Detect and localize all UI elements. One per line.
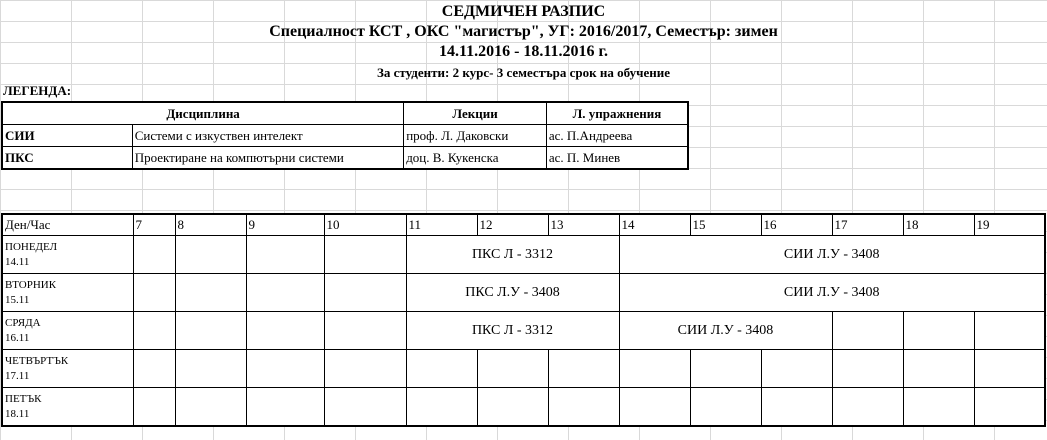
empty-slot [903, 388, 974, 427]
empty-slot [548, 350, 619, 388]
legend-abbr: ПКС [2, 147, 132, 170]
day-date: 14.11 [5, 255, 30, 268]
legend-lecturer: доц. В. Кукенска [404, 147, 547, 170]
legend-col-lectures: Лекции [404, 102, 547, 125]
day-name: ПОНЕДЕЛ [5, 240, 58, 253]
hour-header-19: 19 [974, 214, 1045, 236]
date-range: 14.11.2016 - 18.11.2016 г. [438, 43, 609, 60]
legend-label: ЛЕГЕНДА: [3, 83, 72, 98]
day-name: СРЯДА [5, 316, 41, 329]
day-row [2, 236, 1045, 274]
hour-header-7: 7 [133, 214, 175, 236]
legend-discipline: Системи с изкуствен интелект [132, 125, 404, 147]
day-row [2, 312, 1045, 350]
legend-table [1, 101, 689, 170]
hour-header-18: 18 [903, 214, 974, 236]
empty-slot [324, 274, 406, 312]
day-row [2, 388, 1045, 427]
empty-slot [175, 312, 246, 350]
empty-slot [133, 236, 175, 274]
empty-slot [974, 350, 1045, 388]
empty-slot [903, 312, 974, 350]
day-cell [2, 274, 133, 312]
class-block: СИИ Л.У - 3408 [619, 274, 1045, 312]
empty-slot [974, 312, 1045, 350]
empty-slot [324, 388, 406, 427]
empty-slot [903, 350, 974, 388]
empty-slot [324, 312, 406, 350]
day-date: 15.11 [5, 293, 30, 306]
legend-discipline: Проектиране на компютърни системи [132, 147, 404, 170]
empty-slot [406, 350, 477, 388]
empty-slot [477, 388, 548, 427]
empty-slot [324, 350, 406, 388]
empty-slot [832, 312, 903, 350]
class-block: СИИ Л.У - 3408 [619, 236, 1045, 274]
empty-slot [761, 388, 832, 427]
empty-slot [246, 350, 324, 388]
legend-col-labs: Л. упражнения [546, 102, 688, 125]
day-row [2, 274, 1045, 312]
empty-slot [133, 388, 175, 427]
empty-slot [175, 274, 246, 312]
legend-lecturer: проф. Л. Даковски [404, 125, 547, 147]
empty-slot [477, 350, 548, 388]
day-cell [2, 312, 133, 350]
corner-cell: Ден/Час [2, 214, 133, 236]
schedule-title: СЕДМИЧЕН РАЗПИС [441, 3, 606, 20]
empty-slot [175, 388, 246, 427]
empty-slot [548, 388, 619, 427]
empty-slot [832, 350, 903, 388]
legend-col-discipline: Дисциплина [2, 102, 404, 125]
hour-header-14: 14 [619, 214, 690, 236]
empty-slot [246, 312, 324, 350]
empty-slot [246, 236, 324, 274]
empty-slot [406, 388, 477, 427]
day-date: 18.11 [5, 407, 30, 420]
empty-slot [690, 350, 761, 388]
empty-slot [761, 350, 832, 388]
empty-slot [324, 236, 406, 274]
specialty-line: Специалност КСТ , ОКС "магистър", УГ: 2016/2017, Семестър: зимен [269, 23, 778, 40]
empty-slot [175, 350, 246, 388]
hour-header-15: 15 [690, 214, 761, 236]
empty-slot [619, 350, 690, 388]
day-date: 17.11 [5, 369, 30, 382]
hour-header-10: 10 [324, 214, 406, 236]
legend-header-row [2, 102, 688, 125]
day-name: ВТОРНИК [5, 278, 57, 291]
day-name: ПЕТЪК [5, 392, 42, 405]
students-line: За студенти: 2 курс- 3 семестъра срок на обучение [377, 65, 670, 80]
hour-header-9: 9 [246, 214, 324, 236]
class-block: ПКС Л - 3312 [406, 236, 619, 274]
day-date: 16.11 [5, 331, 30, 344]
hour-header-12: 12 [477, 214, 548, 236]
hour-header-8: 8 [175, 214, 246, 236]
empty-slot [133, 274, 175, 312]
day-name: ЧЕТВЪРТЪК [5, 354, 69, 367]
legend-lab-assistant: ас. П. Минев [546, 147, 688, 170]
empty-slot [175, 236, 246, 274]
class-block: ПКС Л - 3312 [406, 312, 619, 350]
hour-header-17: 17 [832, 214, 903, 236]
empty-slot [974, 388, 1045, 427]
day-cell [2, 388, 133, 427]
legend-abbr: СИИ [2, 125, 132, 147]
legend-row [2, 147, 688, 170]
hour-header-row [2, 214, 1045, 236]
empty-slot [619, 388, 690, 427]
class-block: ПКС Л.У - 3408 [406, 274, 619, 312]
empty-slot [133, 350, 175, 388]
empty-slot [832, 388, 903, 427]
legend-row [2, 125, 688, 147]
day-cell [2, 350, 133, 388]
hour-header-11: 11 [406, 214, 477, 236]
day-row [2, 350, 1045, 388]
class-block: СИИ Л.У - 3408 [619, 312, 832, 350]
empty-slot [133, 312, 175, 350]
schedule-grid [1, 213, 1046, 427]
empty-slot [246, 274, 324, 312]
empty-slot [690, 388, 761, 427]
hour-header-13: 13 [548, 214, 619, 236]
hour-header-16: 16 [761, 214, 832, 236]
empty-slot [246, 388, 324, 427]
legend-lab-assistant: ас. П.Андреева [546, 125, 688, 147]
day-cell [2, 236, 133, 274]
